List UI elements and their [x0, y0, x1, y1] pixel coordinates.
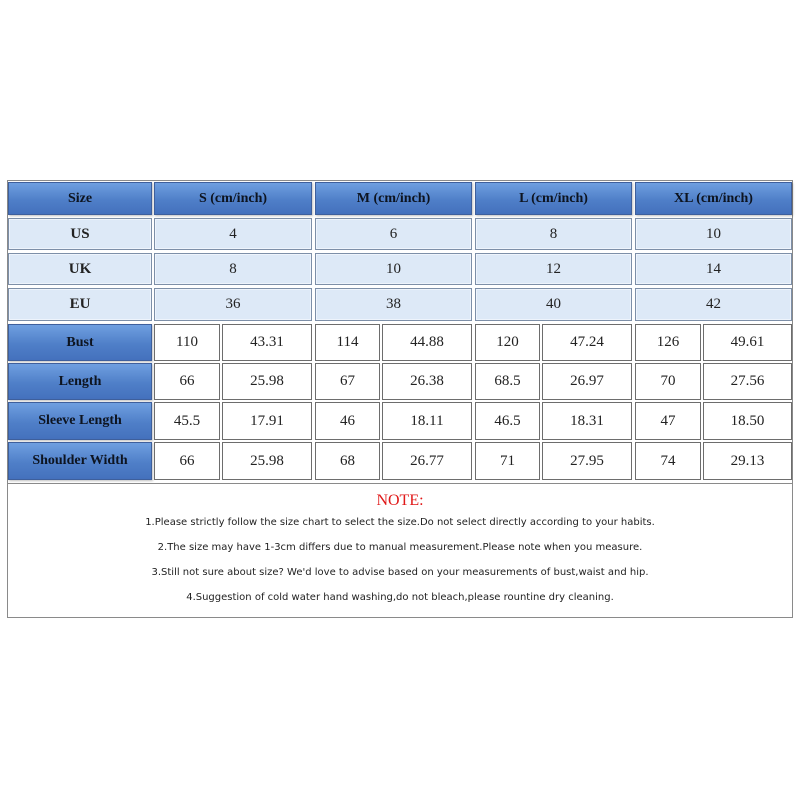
- eu-value-s: 36: [154, 288, 312, 321]
- header-size-xl: XL (cm/inch): [635, 182, 792, 215]
- row-label-eu: EU: [8, 288, 152, 321]
- row-label-us: US: [8, 218, 152, 250]
- bust-xl-cm: 126: [635, 324, 701, 361]
- eu-value-xl: 42: [635, 288, 792, 321]
- us-value-l: 8: [475, 218, 632, 250]
- note-title: NOTE:: [376, 492, 424, 509]
- us-value-s: 4: [154, 218, 312, 250]
- sleeve-s-cm: 45.5: [154, 402, 220, 440]
- uk-value-m: 10: [315, 253, 472, 285]
- length-s-cm: 66: [154, 363, 220, 400]
- shoulder-l-cm: 71: [475, 442, 540, 480]
- header-size-s: S (cm/inch): [154, 182, 312, 215]
- length-m-cm: 67: [315, 363, 380, 400]
- note-line-1: 1.Please strictly follow the size chart to select the size.Do not select directly according to your habits.: [145, 517, 655, 528]
- sleeve-m-inch: 18.11: [382, 402, 472, 440]
- bust-l-inch: 47.24: [542, 324, 632, 361]
- sleeve-m-cm: 46: [315, 402, 380, 440]
- uk-value-l: 12: [475, 253, 632, 285]
- bust-l-cm: 120: [475, 324, 540, 361]
- shoulder-l-inch: 27.95: [542, 442, 632, 480]
- bust-s-cm: 110: [154, 324, 220, 361]
- row-label-bust: Bust: [8, 324, 152, 361]
- bust-s-inch: 43.31: [222, 324, 312, 361]
- row-label-uk: UK: [8, 253, 152, 285]
- shoulder-s-inch: 25.98: [222, 442, 312, 480]
- uk-value-xl: 14: [635, 253, 792, 285]
- sleeve-l-cm: 46.5: [475, 402, 540, 440]
- shoulder-s-cm: 66: [154, 442, 220, 480]
- shoulder-xl-cm: 74: [635, 442, 701, 480]
- length-xl-cm: 70: [635, 363, 701, 400]
- note-line-4: 4.Suggestion of cold water hand washing,do not bleach,please rountine dry cleaning.: [186, 592, 614, 603]
- us-value-m: 6: [315, 218, 472, 250]
- length-l-cm: 68.5: [475, 363, 540, 400]
- length-m-inch: 26.38: [382, 363, 472, 400]
- sleeve-s-inch: 17.91: [222, 402, 312, 440]
- length-l-inch: 26.97: [542, 363, 632, 400]
- eu-value-l: 40: [475, 288, 632, 321]
- length-s-inch: 25.98: [222, 363, 312, 400]
- row-label-sleeve-length: Sleeve Length: [8, 402, 152, 440]
- header-size-m: M (cm/inch): [315, 182, 472, 215]
- shoulder-m-cm: 68: [315, 442, 380, 480]
- us-value-xl: 10: [635, 218, 792, 250]
- note-section: [8, 483, 792, 617]
- row-label-length: Length: [8, 363, 152, 400]
- sleeve-xl-cm: 47: [635, 402, 701, 440]
- bust-xl-inch: 49.61: [703, 324, 792, 361]
- bust-m-inch: 44.88: [382, 324, 472, 361]
- note-line-2: 2.The size may have 1-3cm differs due to manual measurement.Please note when you measure.: [157, 542, 643, 553]
- bust-m-cm: 114: [315, 324, 380, 361]
- length-xl-inch: 27.56: [703, 363, 792, 400]
- row-label-shoulder-width: Shoulder Width: [8, 442, 152, 480]
- header-size-label: Size: [8, 182, 152, 215]
- shoulder-xl-inch: 29.13: [703, 442, 792, 480]
- note-line-3: 3.Still not sure about size? We'd love to advise based on your measurements of bust,waist and hip.: [151, 567, 649, 578]
- sleeve-l-inch: 18.31: [542, 402, 632, 440]
- header-size-l: L (cm/inch): [475, 182, 632, 215]
- eu-value-m: 38: [315, 288, 472, 321]
- uk-value-s: 8: [154, 253, 312, 285]
- shoulder-m-inch: 26.77: [382, 442, 472, 480]
- sleeve-xl-inch: 18.50: [703, 402, 792, 440]
